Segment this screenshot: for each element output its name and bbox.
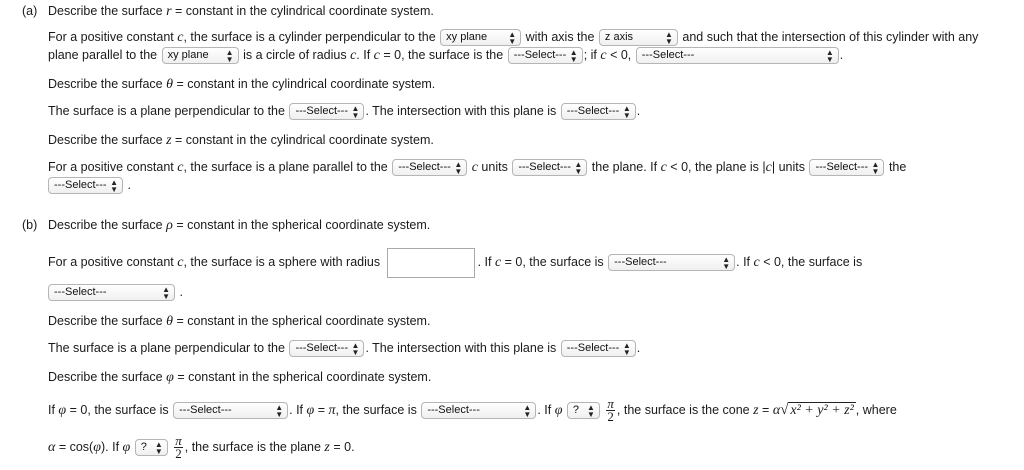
part-a-r-line2: plane parallel to the xy plane ▲ ▼ is a circle of radius c. If c = 0, the surface is the ---Select--- ▲ ▼ ; if c < 0, ---Select--- ▲ ▼ . xyxy=(48,47,844,64)
z-parallel-select[interactable]: ---Select--- ▲ ▼ xyxy=(392,159,467,176)
part-b-theta-line: The surface is a plane perpendicular to the ---Select--- ▲ ▼ . The intersection with this plane is ---Select--- ▲ ▼ . xyxy=(48,340,641,357)
part-a-question-r: Describe the surface r = constant in the cylindrical coordinate system. xyxy=(48,4,434,19)
cone-radicand: x² + y² + z² xyxy=(790,403,854,418)
updown-arrows-icon: ▲ ▼ xyxy=(162,284,170,301)
updown-arrows-icon: ▲ ▼ xyxy=(225,47,234,64)
sph-theta-perp-select[interactable]: ---Select--- ▲ ▼ xyxy=(289,340,364,357)
updown-arrows-icon: ▲ ▼ xyxy=(622,103,631,120)
updown-arrows-icon: ▲ ▼ xyxy=(154,439,163,456)
part-b-phi-line2: α = cos(φ). If φ ? ▲ ▼ $\frac{\pi}{2}$ , the surface is the plane z = 0. xyxy=(48,433,355,462)
part-b-label: (b) xyxy=(22,218,38,232)
part-b-phi-line1: If φ = 0, the surface is ---Select--- ▲ ▼ . If φ = π, the surface is ---Select--- ▲ ▼ . If φ ? ▲ ▼ $\frac{\pi}{2}$ , the surface is the cone z = α√ x² + y² + z² , where xyxy=(48,396,897,425)
updown-arrows-icon: ▲ ▼ xyxy=(587,402,595,419)
phi-compare-select-1[interactable]: ? ▲ ▼ xyxy=(567,402,600,419)
c-zero-select[interactable]: ---Select--- ▲ ▼ xyxy=(508,47,583,64)
parallel-plane-select[interactable]: xy plane ▲ ▼ xyxy=(162,47,239,64)
axis-select[interactable]: z axis ▲ ▼ xyxy=(599,29,678,46)
z-negative-select-2[interactable]: ---Select--- ▲ ▼ xyxy=(48,177,123,194)
updown-arrows-icon: ▲ ▼ xyxy=(622,340,631,357)
c-negative-select[interactable]: ---Select--- ▲ ▼ xyxy=(636,47,839,64)
rho-c-negative-select[interactable]: ---Select--- ▲ ▼ xyxy=(48,284,175,301)
updown-arrows-icon: ▲ ▼ xyxy=(665,29,673,46)
part-a-z-line1: For a positive constant c, the surface is a plane parallel to the ---Select--- ▲ ▼ c units ---Select--- ▲ ▼ the plane. If c < 0, the plane is |c| units ---Select--- ▲ ▼ the xyxy=(48,159,907,176)
part-b-question-phi: Describe the surface φ = constant in the spherical coordinate system. xyxy=(48,370,432,385)
theta-intersection-select[interactable]: ---Select--- ▲ ▼ xyxy=(561,103,636,120)
phi-pi-select[interactable]: ---Select--- ▲ ▼ xyxy=(421,402,536,419)
updown-arrows-icon: ▲ ▼ xyxy=(351,103,360,120)
updown-arrows-icon: ▲ ▼ xyxy=(574,159,583,176)
part-b-rho-line1: For a positive constant c, the surface is a sphere with radius . If c = 0, the surface is ---Select--- ▲ ▼ . If c < 0, the surface is xyxy=(48,247,862,278)
updown-arrows-icon: ▲ ▼ xyxy=(110,177,118,194)
part-a-question-theta: Describe the surface θ = constant in the cylindrical coordinate system. xyxy=(48,77,436,92)
rho-c-zero-select[interactable]: ---Select--- ▲ ▼ xyxy=(608,254,735,271)
part-a-label: (a) xyxy=(22,4,38,18)
updown-arrows-icon: ▲ ▼ xyxy=(351,340,360,357)
sqrt-symbol: √ xyxy=(780,402,789,418)
phi-compare-select-2[interactable]: ? ▲ ▼ xyxy=(135,439,168,456)
z-negative-select[interactable]: ---Select--- ▲ ▼ xyxy=(809,159,884,176)
phi-zero-select[interactable]: ---Select--- ▲ ▼ xyxy=(173,402,288,419)
perpendicular-select[interactable]: xy plane ▲ ▼ xyxy=(440,29,521,46)
part-a-r-line1: For a positive constant c, the surface is a cylinder perpendicular to the xy plane ▲ ▼ with axis the z axis ▲ ▼ and such that the intersection of this cylinder with any xyxy=(48,29,979,46)
part-b-rho-line2: ---Select--- ▲ ▼ . xyxy=(48,284,183,301)
updown-arrows-icon: ▲ ▼ xyxy=(569,47,578,64)
part-b-question-theta: Describe the surface θ = constant in the spherical coordinate system. xyxy=(48,314,431,329)
part-a-question-z: Describe the surface z = constant in the cylindrical coordinate system. xyxy=(48,133,434,148)
part-a-z-line2: ---Select--- ▲ ▼ . xyxy=(48,177,131,194)
updown-arrows-icon: ▲ ▼ xyxy=(871,159,880,176)
pi-over-two-fraction: $\frac{\pi}{2}$ xyxy=(607,396,614,425)
updown-arrows-icon: ▲ ▼ xyxy=(825,47,834,64)
theta-perp-select[interactable]: ---Select--- ▲ ▼ xyxy=(289,103,364,120)
updown-arrows-icon: ▲ ▼ xyxy=(722,254,731,271)
sph-theta-intersection-select[interactable]: ---Select--- ▲ ▼ xyxy=(561,340,636,357)
part-a-theta-line: The surface is a plane perpendicular to the ---Select--- ▲ ▼ . The intersection with this plane is ---Select--- ▲ ▼ . xyxy=(48,103,641,120)
part-b-question-rho: Describe the surface ρ = constant in the spherical coordinate system. xyxy=(48,218,431,233)
updown-arrows-icon: ▲ ▼ xyxy=(508,29,517,46)
updown-arrows-icon: ▲ ▼ xyxy=(454,159,463,176)
z-units-select[interactable]: ---Select--- ▲ ▼ xyxy=(512,159,587,176)
updown-arrows-icon: ▲ ▼ xyxy=(523,402,532,419)
updown-arrows-icon: ▲ ▼ xyxy=(275,402,284,419)
radius-input[interactable] xyxy=(387,248,475,278)
pi-over-two-fraction-2: $\frac{\pi}{2}$ xyxy=(175,433,182,462)
